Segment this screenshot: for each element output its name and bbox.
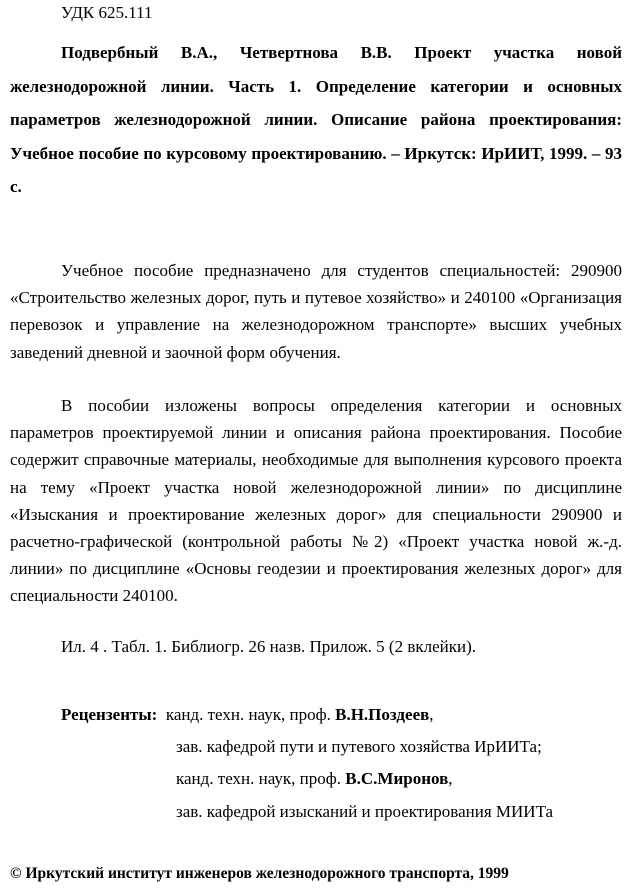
reviewer-1-position: зав. кафедрой пути и путевого хозяйства ИрИИТа; [176, 737, 542, 756]
annotation-paragraph-1: Учебное пособие предназначено для студентов специальностей: 290900 «Строительство железных дорог, путь и путевое хозяйство» и 240100 «Организация перевозок и управление на железнодорожном транспорте» высших учебных заведений дневной и заочной форм обучения. [10, 261, 622, 362]
reviewer-2-title: канд. техн. наук, проф. [176, 769, 342, 788]
reviewer-2-comma: , [448, 769, 453, 788]
copyright-notice: © Иркутский институт инженеров железнодорожного транспорта, 1999 [10, 865, 509, 882]
udk-code: УДК 625.111 [61, 3, 153, 22]
reviewer-2-position: зав. кафедрой изысканий и проектирования МИИТа [176, 802, 554, 821]
reviewer-2-line [176, 769, 453, 789]
reviewers-label: Рецензенты: [61, 705, 158, 724]
reviewer-1-title: канд. техн. наук, проф. [165, 705, 331, 724]
bibliographic-record: Подвербный В.А., Четвертнова В.В. Проект участка новой железнодорожной линии. Часть 1. Определение категории и основных параметров железнодорожной линии. Описание района проектирования: Учебное пособие по курсовому проектированию. – Иркутск: ИрИИТ, 1999. – 93 с. [10, 43, 622, 196]
illustrations-note: Ил. 4 . Табл. 1. Библиогр. 26 назв. Прилож. 5 (2 вклейки). [61, 637, 477, 656]
reviewer-2-name: В.С.Миронов [345, 769, 449, 788]
reviewer-1-comma: , [429, 705, 434, 724]
reviewer-1-name: В.Н.Поздеев [335, 705, 430, 724]
reviewer-1-line [61, 705, 434, 725]
annotation-paragraph-2: В пособии изложены вопросы определения категории и основных параметров проектируемой линии и описания района проектирования. Пособие содержит справочные материалы, необходимые для выполнения курсового проекта на тему «Проект участка новой железнодорожной линии» по дисциплине «Изыскания и проектирование железных дорог» для специальности 290900 и расчетно-графической (контрольной работы №2) «Проект участка новой ж.-д. линии» по дисциплине «Основы геодезии и проектирования железных дорог» для специальности 240100. [10, 396, 622, 606]
